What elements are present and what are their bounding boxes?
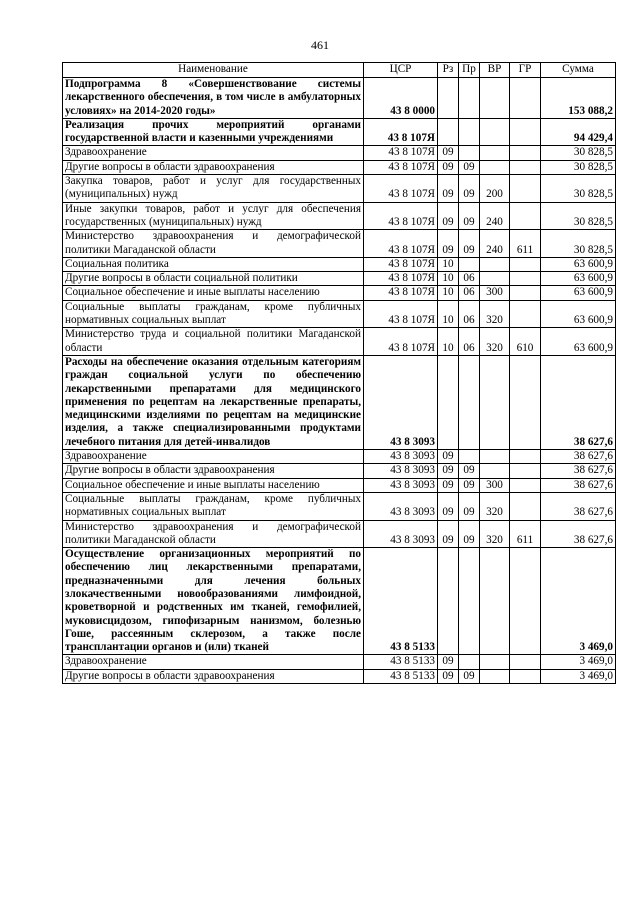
cell-sum: 3 469,0: [541, 655, 616, 669]
cell-pr: [459, 450, 480, 464]
cell-gr: [510, 669, 541, 683]
table-row: [63, 355, 616, 449]
cell-code: 43 8 3093: [364, 450, 438, 464]
cell-gr: [510, 548, 541, 655]
cell-rz: 09: [438, 492, 459, 520]
cell-name: Иные закупки товаров, работ и услуг для обеспечения государственных (муниципальных) нужд: [63, 202, 364, 230]
table-row: [63, 464, 616, 478]
cell-rz: 09: [438, 450, 459, 464]
cell-rz: 09: [438, 669, 459, 683]
cell-sum: 153 088,2: [541, 78, 616, 119]
cell-gr: [510, 146, 541, 160]
cell-pr: 09: [459, 478, 480, 492]
header-pr: Пр: [459, 63, 480, 78]
cell-sum: 94 429,4: [541, 118, 616, 146]
cell-vr: [480, 464, 510, 478]
cell-pr: 09: [459, 464, 480, 478]
cell-rz: 10: [438, 286, 459, 300]
cell-rz: [438, 78, 459, 119]
cell-rz: 10: [438, 257, 459, 271]
cell-vr: 300: [480, 478, 510, 492]
table-row: [63, 300, 616, 328]
cell-rz: 09: [438, 160, 459, 174]
cell-name: Социальная политика: [63, 257, 364, 271]
cell-code: 43 8 5133: [364, 548, 438, 655]
cell-gr: [510, 175, 541, 203]
cell-code: 43 8 3093: [364, 464, 438, 478]
cell-pr: 09: [459, 492, 480, 520]
cell-sum: 63 600,9: [541, 257, 616, 271]
cell-pr: [459, 257, 480, 271]
cell-sum: 38 627,6: [541, 520, 616, 548]
table-row: [63, 257, 616, 271]
cell-code: 43 8 3093: [364, 355, 438, 449]
cell-gr: [510, 450, 541, 464]
header-code: ЦСР: [364, 63, 438, 78]
cell-rz: 10: [438, 328, 459, 356]
cell-code: 43 8 107Я: [364, 230, 438, 258]
header-name: Наименование: [63, 63, 364, 78]
cell-code: 43 8 107Я: [364, 175, 438, 203]
cell-name: Расходы на обеспечение оказания отдельным категориям граждан социальной услуги по обеспечению лекарственными препаратами для медицинского применения по рецептам на лекарственные препараты, медицинскими изделиями по рецептам на медицинские изделия, а также специализированными продуктами лечебного питания для детей-инвалидов: [63, 355, 364, 449]
cell-gr: [510, 202, 541, 230]
table-row: [63, 118, 616, 146]
cell-name: Здравоохранение: [63, 450, 364, 464]
cell-sum: 38 627,6: [541, 492, 616, 520]
cell-vr: 200: [480, 175, 510, 203]
table-row: [63, 175, 616, 203]
table-row: [63, 78, 616, 119]
cell-name: Министерство здравоохранения и демографической политики Магаданской области: [63, 520, 364, 548]
cell-vr: 320: [480, 520, 510, 548]
cell-vr: 240: [480, 230, 510, 258]
cell-sum: 30 828,5: [541, 175, 616, 203]
cell-gr: [510, 464, 541, 478]
header-gr: ГР: [510, 63, 541, 78]
table-row: [63, 230, 616, 258]
header-sum: Сумма: [541, 63, 616, 78]
cell-rz: 09: [438, 146, 459, 160]
cell-gr: [510, 355, 541, 449]
cell-name: Министерство труда и социальной политики Магаданской области: [63, 328, 364, 356]
header-vr: ВР: [480, 63, 510, 78]
cell-rz: 10: [438, 272, 459, 286]
cell-pr: 09: [459, 175, 480, 203]
cell-gr: 611: [510, 520, 541, 548]
page-number: 461: [311, 38, 329, 52]
cell-sum: 30 828,5: [541, 160, 616, 174]
cell-name: Реализация прочих мероприятий органами государственной власти и казенными учреждениями: [63, 118, 364, 146]
cell-pr: 06: [459, 272, 480, 286]
cell-code: 43 8 5133: [364, 669, 438, 683]
cell-vr: [480, 118, 510, 146]
cell-pr: 06: [459, 286, 480, 300]
table-row: [63, 520, 616, 548]
cell-pr: 06: [459, 328, 480, 356]
cell-vr: 320: [480, 492, 510, 520]
cell-vr: [480, 548, 510, 655]
cell-gr: [510, 286, 541, 300]
cell-gr: [510, 655, 541, 669]
cell-vr: 320: [480, 328, 510, 356]
cell-name: Другие вопросы в области здравоохранения: [63, 464, 364, 478]
table-row: [63, 328, 616, 356]
table-row: [63, 202, 616, 230]
cell-name: Осуществление организационных мероприятий по обеспечению лиц лекарственными препаратами, предназначенными для лечения больных злокачественными новообразованиями лимфоидной, кроветворной и родственных им тканей, гемофилией, муковисцидозом, гипофизарным нанизмом, болезнью Гоше, рассеянным склерозом, а также после трансплантации органов и (или) тканей: [63, 548, 364, 655]
cell-pr: [459, 146, 480, 160]
cell-gr: 610: [510, 328, 541, 356]
header-rz: Рз: [438, 63, 459, 78]
cell-name: Другие вопросы в области здравоохранения: [63, 669, 364, 683]
cell-sum: 38 627,6: [541, 450, 616, 464]
cell-rz: 09: [438, 478, 459, 492]
cell-sum: 38 627,6: [541, 464, 616, 478]
budget-table: [62, 62, 616, 684]
cell-gr: [510, 272, 541, 286]
table-row: [63, 160, 616, 174]
cell-code: 43 8 107Я: [364, 257, 438, 271]
cell-gr: 611: [510, 230, 541, 258]
cell-vr: [480, 146, 510, 160]
cell-name: Здравоохранение: [63, 146, 364, 160]
cell-pr: [459, 548, 480, 655]
cell-pr: 09: [459, 669, 480, 683]
cell-code: 43 8 107Я: [364, 160, 438, 174]
cell-vr: [480, 160, 510, 174]
cell-gr: [510, 118, 541, 146]
cell-sum: 30 828,5: [541, 146, 616, 160]
cell-sum: 38 627,6: [541, 478, 616, 492]
cell-gr: [510, 160, 541, 174]
cell-pr: [459, 355, 480, 449]
cell-sum: 63 600,9: [541, 286, 616, 300]
table-row: [63, 492, 616, 520]
cell-vr: 240: [480, 202, 510, 230]
table-row: [63, 655, 616, 669]
table-row: [63, 478, 616, 492]
cell-pr: 06: [459, 300, 480, 328]
cell-code: 43 8 107Я: [364, 328, 438, 356]
cell-vr: [480, 355, 510, 449]
table-row: [63, 146, 616, 160]
table-body: [63, 78, 616, 684]
cell-pr: 09: [459, 202, 480, 230]
cell-rz: [438, 548, 459, 655]
cell-vr: [480, 257, 510, 271]
table-header-row: [63, 63, 616, 78]
cell-vr: [480, 272, 510, 286]
cell-rz: 09: [438, 520, 459, 548]
cell-vr: 320: [480, 300, 510, 328]
cell-name: Другие вопросы в области социальной политики: [63, 272, 364, 286]
cell-name: Здравоохранение: [63, 655, 364, 669]
cell-gr: [510, 300, 541, 328]
cell-code: 43 8 3093: [364, 492, 438, 520]
cell-rz: 09: [438, 464, 459, 478]
cell-pr: 09: [459, 230, 480, 258]
cell-rz: 09: [438, 175, 459, 203]
cell-name: Другие вопросы в области здравоохранения: [63, 160, 364, 174]
cell-name: Социальное обеспечение и иные выплаты населению: [63, 286, 364, 300]
cell-sum: 30 828,5: [541, 202, 616, 230]
cell-name: Социальное обеспечение и иные выплаты населению: [63, 478, 364, 492]
cell-name: Социальные выплаты гражданам, кроме публичных нормативных социальных выплат: [63, 492, 364, 520]
cell-code: 43 8 107Я: [364, 272, 438, 286]
cell-gr: [510, 257, 541, 271]
cell-rz: 09: [438, 202, 459, 230]
cell-sum: 63 600,9: [541, 328, 616, 356]
cell-name: Министерство здравоохранения и демографической политики Магаданской области: [63, 230, 364, 258]
cell-sum: 38 627,6: [541, 355, 616, 449]
cell-pr: [459, 78, 480, 119]
cell-name: Социальные выплаты гражданам, кроме публичных нормативных социальных выплат: [63, 300, 364, 328]
cell-pr: [459, 655, 480, 669]
cell-gr: [510, 78, 541, 119]
cell-vr: [480, 655, 510, 669]
cell-code: 43 8 107Я: [364, 300, 438, 328]
cell-name: Закупка товаров, работ и услуг для государственных (муниципальных) нужд: [63, 175, 364, 203]
cell-pr: 09: [459, 160, 480, 174]
table-row: [63, 272, 616, 286]
cell-code: 43 8 107Я: [364, 286, 438, 300]
cell-rz: 09: [438, 655, 459, 669]
cell-code: 43 8 3093: [364, 478, 438, 492]
cell-name: Подпрограмма 8 «Совершенствование системы лекарственного обеспечения, в том числе в амбулаторных условиях» на 2014-2020 годы»: [63, 78, 364, 119]
cell-vr: [480, 669, 510, 683]
cell-pr: 09: [459, 520, 480, 548]
cell-sum: 3 469,0: [541, 548, 616, 655]
cell-sum: 30 828,5: [541, 230, 616, 258]
cell-code: 43 8 107Я: [364, 118, 438, 146]
cell-sum: 63 600,9: [541, 300, 616, 328]
cell-gr: [510, 492, 541, 520]
table-row: [63, 669, 616, 683]
table-row: [63, 450, 616, 464]
cell-code: 43 8 107Я: [364, 202, 438, 230]
cell-rz: [438, 355, 459, 449]
cell-sum: 63 600,9: [541, 272, 616, 286]
cell-vr: [480, 78, 510, 119]
cell-rz: 09: [438, 230, 459, 258]
cell-pr: [459, 118, 480, 146]
cell-code: 43 8 0000: [364, 78, 438, 119]
cell-code: 43 8 107Я: [364, 146, 438, 160]
table-row: [63, 548, 616, 655]
cell-rz: [438, 118, 459, 146]
cell-vr: 300: [480, 286, 510, 300]
cell-sum: 3 469,0: [541, 669, 616, 683]
cell-code: 43 8 5133: [364, 655, 438, 669]
cell-code: 43 8 3093: [364, 520, 438, 548]
cell-gr: [510, 478, 541, 492]
table-row: [63, 286, 616, 300]
cell-rz: 10: [438, 300, 459, 328]
cell-vr: [480, 450, 510, 464]
